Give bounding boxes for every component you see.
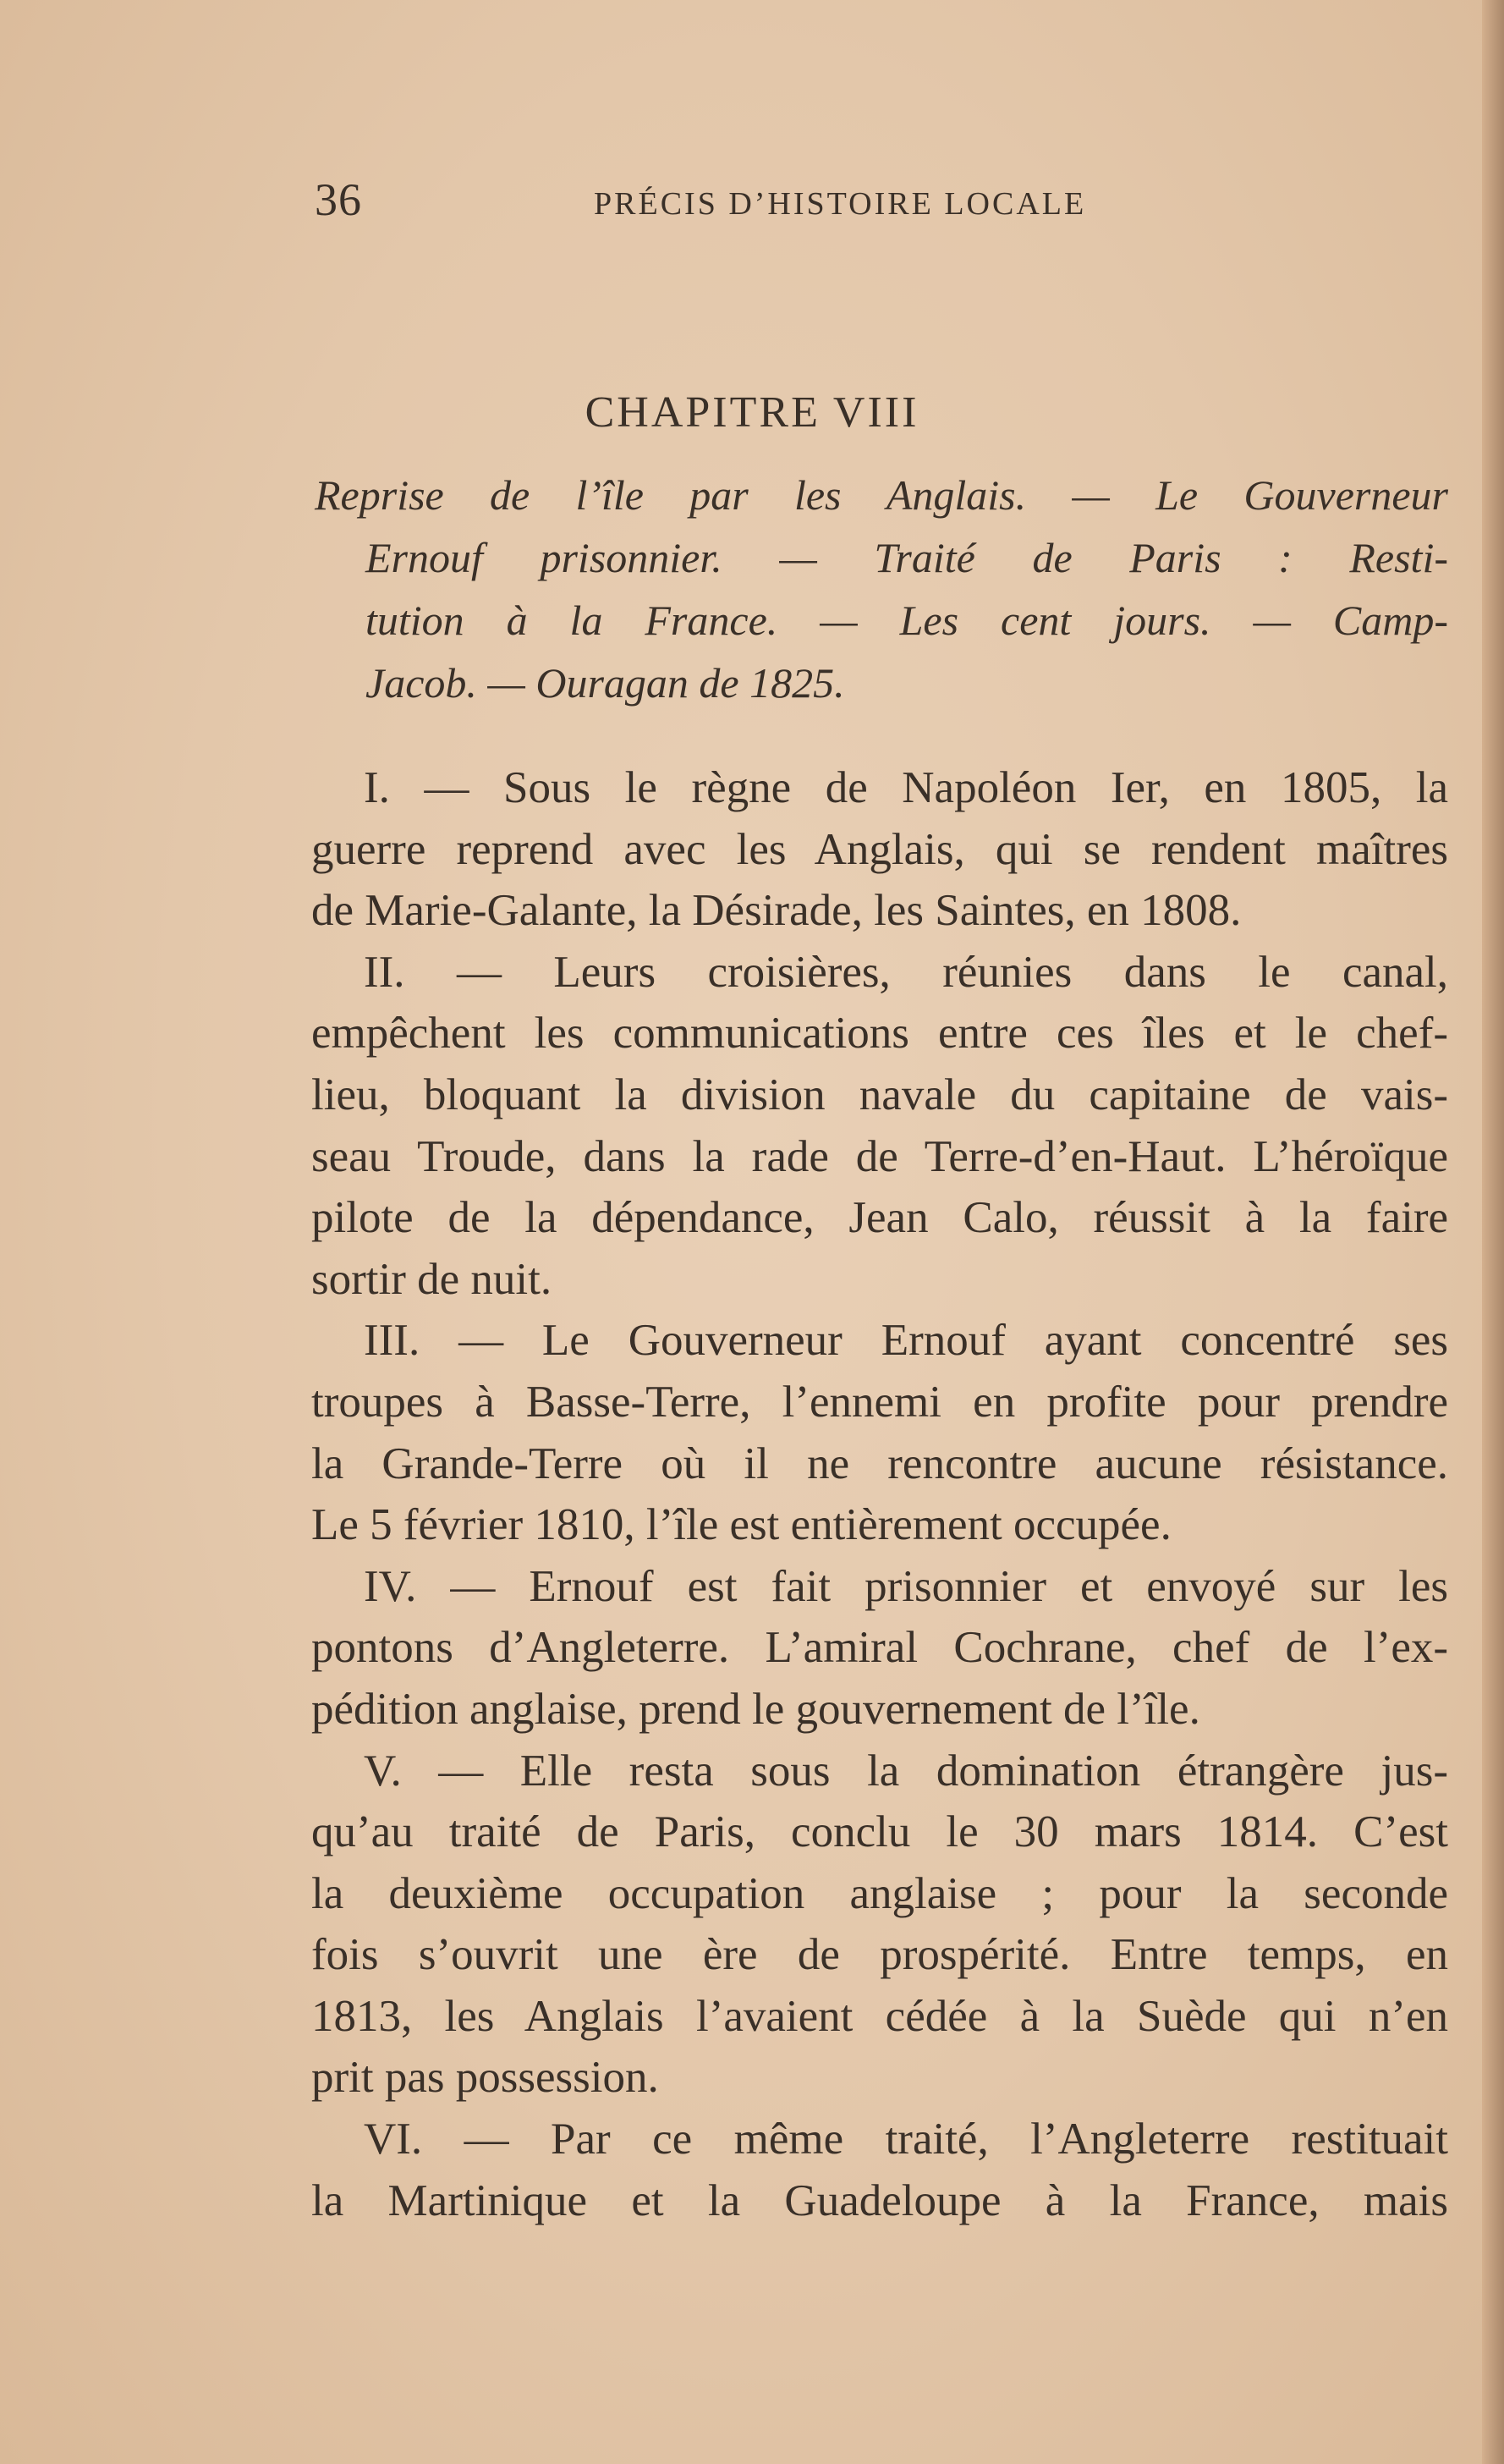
body-text [311, 757, 1448, 2231]
paragraph-line: pilote de la dépendance, Jean Calo, réussit à la faire [311, 1193, 1448, 1243]
page-header [315, 173, 1211, 233]
summary-line: Ernouf prisonnier. — Traité de Paris : Resti- [365, 534, 1448, 581]
chapter-title: CHAPITRE VIII [585, 388, 919, 437]
paragraph-line: troupes à Basse-Terre, l’ennemi en profite pour prendre [311, 1377, 1448, 1427]
paragraph-line: la Martinique et la Guadeloupe à la France, mais [311, 2175, 1448, 2225]
paragraph-line: I. — Sous le règne de Napoléon Ier, en 1805, la [364, 763, 1448, 812]
paragraph-line: VI. — Par ce même traité, l’Angleterre restituait [364, 2115, 1448, 2164]
paragraph-line: la Grande-Terre où il ne rencontre aucune résistance. [311, 1438, 1448, 1488]
paragraph-line: II. — Leurs croisières, réunies dans le canal, [364, 947, 1448, 997]
paragraph-line: qu’au traité de Paris, conclu le 30 mars 1814. C’est [311, 1807, 1448, 1857]
paragraph-line: Le 5 février 1810, l’île est entièrement occupée. [311, 1500, 1172, 1550]
paragraph-line: lieu, bloquant la division navale du capitaine de vais- [311, 1070, 1448, 1119]
paragraph-line: III. — Le Gouverneur Ernouf ayant concentré ses [364, 1316, 1448, 1366]
paragraph-line: sortir de nuit. [311, 1254, 552, 1304]
paragraph-line: empêchent les communications entre ces îles et le chef- [311, 1009, 1448, 1059]
paragraph-line: la deuxième occupation anglaise ; pour la seconde [311, 1868, 1448, 1918]
summary-line: tution à la France. — Les cent jours. — Camp- [365, 597, 1448, 644]
running-title: PRÉCIS D’HISTOIRE LOCALE [594, 186, 1087, 222]
paragraph-line: 1813, les Anglais l’avaient cédée à la Suède qui n’en [311, 1991, 1448, 2041]
summary-line: Reprise de l’île par les Anglais. — Le Gouverneur [315, 471, 1448, 519]
paragraph-line: pédition anglaise, prend le gouvernement de l’île. [311, 1684, 1200, 1734]
paragraph-line: V. — Elle resta sous la domination étrangère jus- [364, 1746, 1448, 1796]
page-number: 36 [315, 174, 362, 225]
page-edge [1482, 0, 1504, 2464]
chapter-summary [315, 464, 1448, 714]
paragraph-line: fois s’ouvrit une ère de prospérité. Entre temps, en [311, 1930, 1448, 1980]
paragraph-line: prit pas possession. [311, 2053, 659, 2103]
summary-line: Jacob. — Ouragan de 1825. [365, 659, 845, 707]
paragraph-line: IV. — Ernouf est fait prisonnier et envoyé sur les [364, 1561, 1448, 1611]
paragraph-line: de Marie-Galante, la Désirade, les Saintes, en 1808. [311, 886, 1242, 936]
paragraph-line: seau Troude, dans la rade de Terre-d’en-Haut. L’héroïque [311, 1131, 1448, 1181]
paragraph-line: guerre reprend avec les Anglais, qui se rendent maîtres [311, 824, 1448, 874]
paragraph-line: pontons d’Angleterre. L’amiral Cochrane, chef de l’ex- [311, 1623, 1448, 1673]
